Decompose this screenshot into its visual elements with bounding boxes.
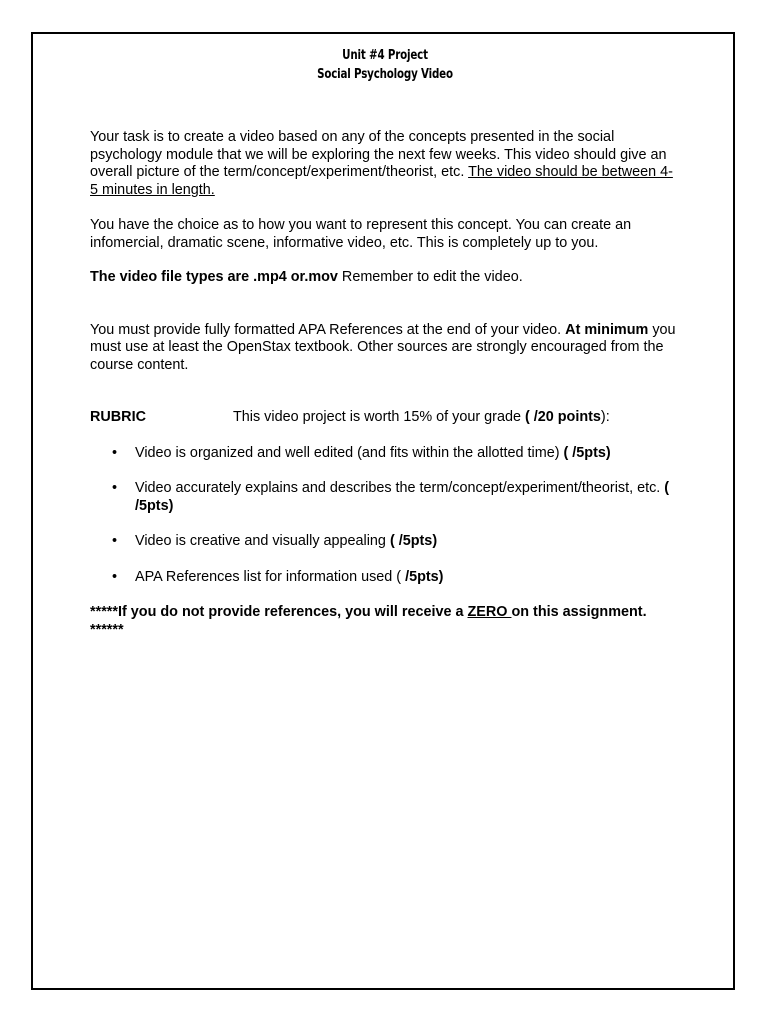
bullet: • [112,568,118,585]
document-title [125,46,644,84]
rubric-label: RUBRIC [90,409,146,425]
rubric-intro [233,409,610,427]
rubric-intro-text: This video project is worth 15% of your grade [233,409,525,425]
rubric-total-points: ( /20 points [524,409,601,425]
bullet: • [112,444,118,461]
references-bold: At minimum [565,321,649,338]
rubric-item-text: Video is creative and visually appealing [135,533,390,549]
list-item [90,569,680,587]
rubric-item-text: APA References list for information used ( [135,568,406,585]
references-rest: you must use at least the OpenStax textbook. Other sources are strongly encouraged from the course content. [90,321,676,373]
rubric-item-points: /5pts) [405,568,444,585]
zero-warning [90,604,680,639]
document-body [90,46,680,639]
list-item [90,480,680,515]
file-types-bold: The video file types are .mp4 or.mov [90,269,338,285]
title-line-2: Social Psychology Video [317,67,453,82]
list-item [90,533,680,551]
bullet: • [112,480,118,496]
rubric-total-end: ): [600,409,610,425]
references-text: You must provide fully formatted APA References at the end of your video. [90,321,566,338]
rubric-heading [90,409,680,427]
rubric-list [90,445,680,587]
warning-after: on this assignment. ****** [90,604,647,638]
list-item [90,445,680,463]
file-types-rest: Remember to edit the video. [337,269,523,285]
choice-paragraph: You have the choice as to how you want to represent this concept. You can create an infomercial, dramatic scene, informative video, etc. This is completely up to you. [90,217,632,251]
warning-zero: ZERO [467,604,512,620]
rubric-item-text: Video is organized and well edited (and fits within the allotted time) [135,444,564,461]
file-types-paragraph [90,269,680,287]
bullet: • [112,533,118,549]
intro-length-requirement: The video should be between 4-5 minutes in length. [90,164,673,198]
rubric-item-text: Video accurately explains and describes the term/concept/experiment/theorist, etc. [135,480,665,496]
rubric-item-points: ( /5pts) [135,480,670,514]
rubric-item-points: ( /5pts) [389,533,438,549]
rubric-item-points: ( /5pts) [563,444,611,461]
title-line-1: Unit #4 Project [342,48,428,63]
warning-before: *****If you do not provide references, you will receive a [90,604,468,620]
intro-paragraph [90,129,680,199]
intro-text: Your task is to create a video based on any of the concepts presented in the social psychology module that we will be exploring the next few weeks. This video should give an overall picture of the term/concept/experiment/theorist, etc. [90,129,667,180]
references-paragraph [90,322,680,375]
